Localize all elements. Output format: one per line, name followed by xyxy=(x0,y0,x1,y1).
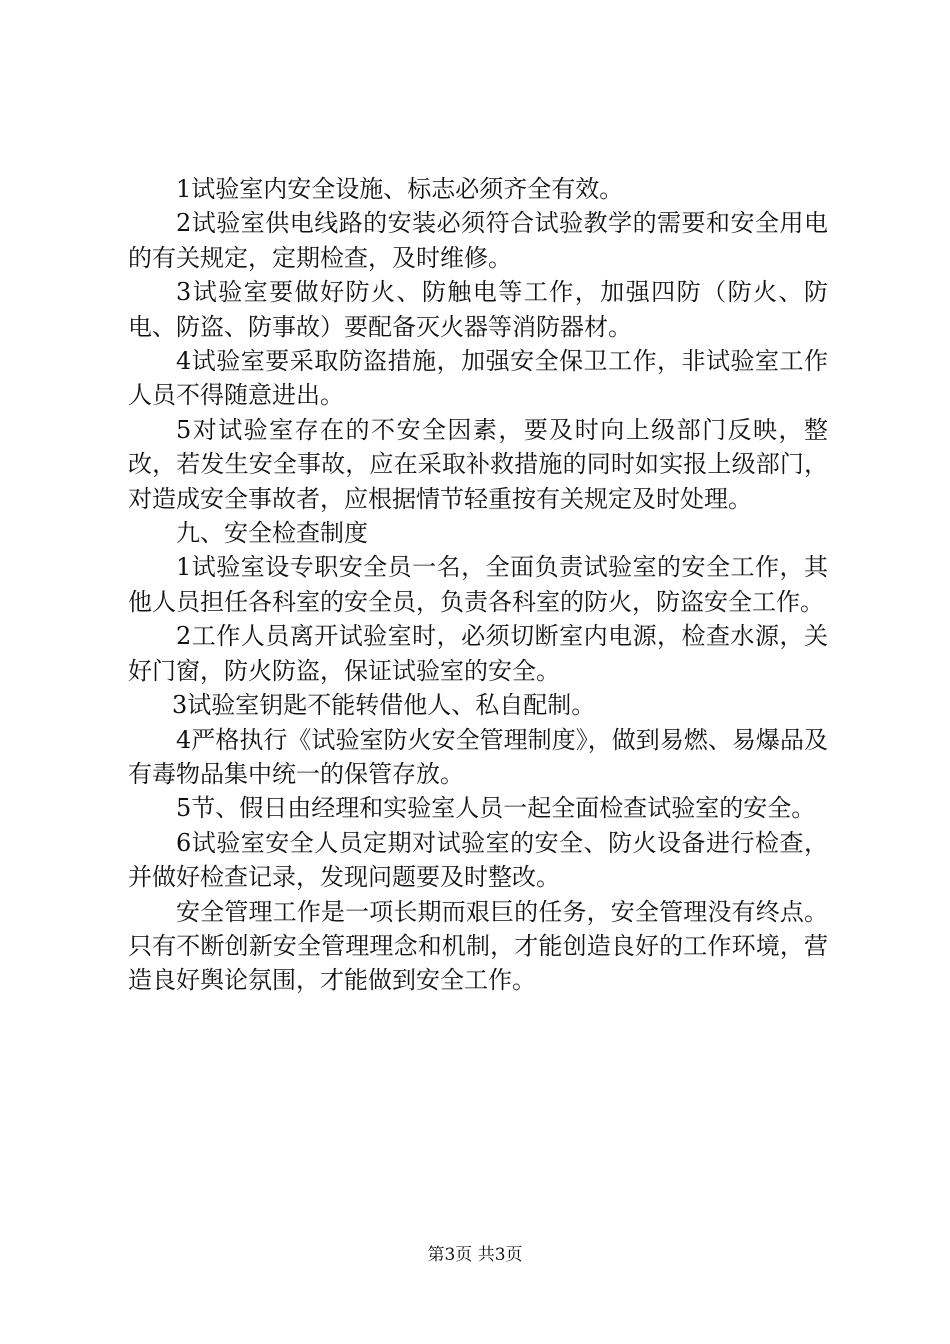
paragraph-1: 1试验室内安全设施、标志必须齐全有效。 xyxy=(176,175,624,203)
paragraph-2: 2试验室供电线路的安装必须符合试验教学的需要和安全用电的有关规定，定期检查，及时维修。 xyxy=(128,209,828,272)
paragraph-10: 4严格执行《试验室防火安全管理制度》，做到易燃、易爆品及有毒物品集中统一的保管存放。 xyxy=(128,725,828,788)
paragraph-4: 4试验室要采取防盗措施，加强安全保卫工作，非试验室工作人员不得随意进出。 xyxy=(128,347,828,410)
page-number-footer: 第3页 共3页 xyxy=(427,1245,523,1265)
paragraph-12: 6试验室安全人员定期对试验室的安全、防火设备进行检查，并做好检查记录，发现问题要及时整改。 xyxy=(128,828,828,892)
paragraph-5: 5对试验室存在的不安全因素，要及时向上级部门反映，整改，若发生安全事故，应在采取补救措施的同时如实报上级部门，对造成安全事故者，应根据情节轻重按有关规定及时处理。 xyxy=(128,415,828,513)
paragraph-11: 5节、假日由经理和实验室人员一起全面检查试验室的安全。 xyxy=(176,794,816,823)
paragraph-8: 2工作人员离开试验室时，必须切断室内电源，检查水源，关好门窗，防火防盗，保证试验室的安全。 xyxy=(128,622,828,685)
document-body xyxy=(128,172,828,998)
section-heading-safety-inspection: 九、安全检查制度 xyxy=(176,519,368,548)
paragraph-9: 3试验室钥匙不能转借他人、私自配制。 xyxy=(172,691,596,720)
paragraph-7: 1试验室设专职安全员一名，全面负责试验室的安全工作，其他人员担任各科室的安全员，负责各科室的防火，防盗安全工作。 xyxy=(128,553,828,616)
paragraph-13: 安全管理工作是一项长期而艰巨的任务，安全管理没有终点。只有不断创新安全管理理念和机制，才能创造良好的工作环境，营造良好舆论氛围，才能做到安全工作。 xyxy=(128,897,828,995)
paragraph-3: 3试验室要做好防火、防触电等工作，加强四防（防火、防电、防盗、防事故）要配备灭火器等消防器材。 xyxy=(128,278,828,341)
